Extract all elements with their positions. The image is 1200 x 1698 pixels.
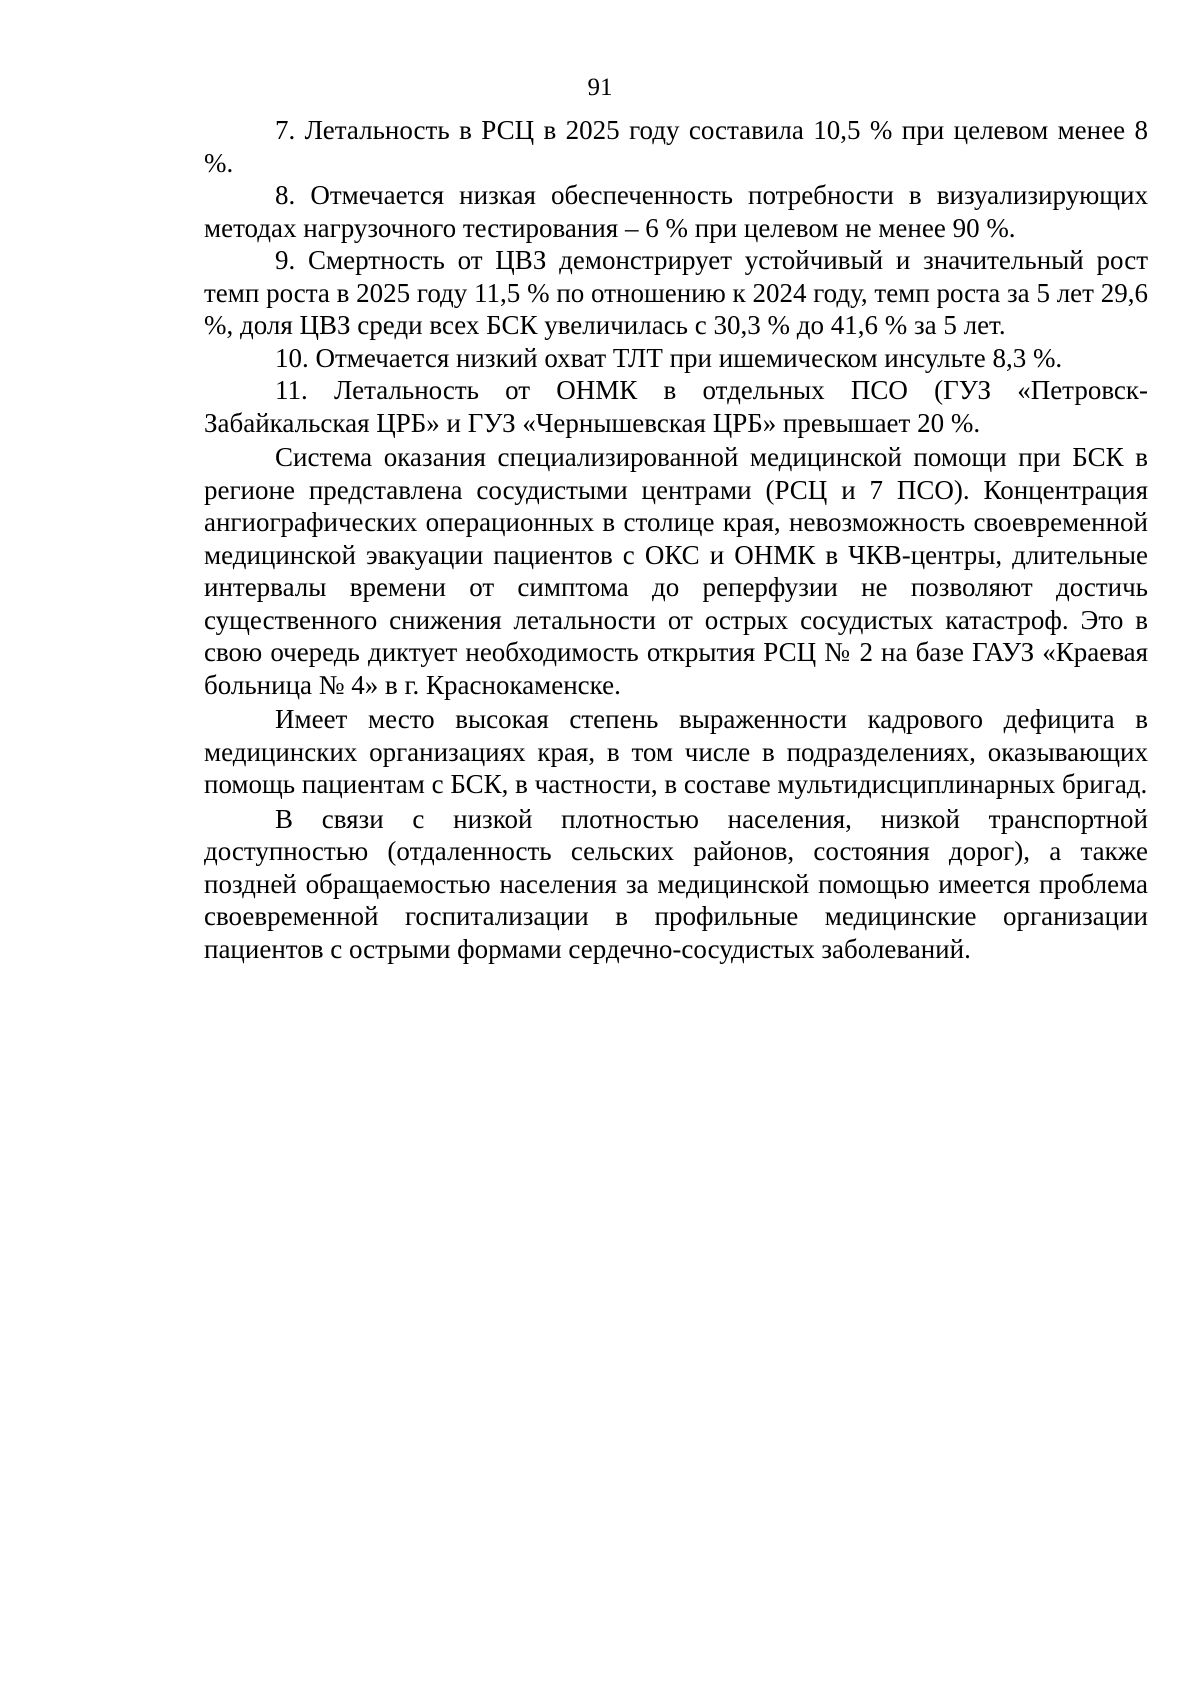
document-body — [204, 114, 1148, 965]
paragraph-item-10: 10. Отмечается низкий охват ТЛТ при ишемическом инсульте 8,3 %. — [275, 342, 1063, 373]
paragraph-care-system: Система оказания специализированной медицинской помощи при БСК в регионе представлена сосудистыми центрами (РСЦ и 7 ПСО). Концентрация ангиографических операционных в столице края, невозможность своевременной медицинской эвакуации пациентов с ОКС и ОНМК в ЧКВ-центры, длительные интервалы времени от симптома до реперфузии не позволяют достичь существенного снижения летальности от острых сосудистых катастроф. Это в свою очередь диктует необходимость открытия РСЦ № 2 на базе ГАУЗ «Краевая больница № 4» в г. Краснокаменске. — [204, 442, 1148, 700]
page-number: 91 — [587, 74, 613, 101]
paragraph-hospitalization: В связи с низкой плотностью населения, низкой транспортной доступностью (отдаленность сельских районов, состояния дорог), а также поздней обращаемостью населения за медицинской помощью имеется проблема своевременной госпитализации в профильные медицинские организации пациентов с острыми формами сердечно-сосудистых заболеваний. — [204, 803, 1148, 964]
paragraph-item-9: 9. Смертность от ЦВЗ демонстрирует устойчивый и значительный рост темп роста в 2025 году 11,5 % по отношению к 2024 году, темп роста за 5 лет 29,6 %, доля ЦВЗ среди всех БСК увеличилась с 30,3 % до 41,6 % за 5 лет. — [204, 245, 1148, 340]
paragraph-item-11: 11. Летальность от ОНМК в отдельных ПСО (ГУЗ «Петровск-Забайкальская ЦРБ» и ГУЗ «Чернышевская ЦРБ» превышает 20 %. — [204, 375, 1148, 438]
paragraph-item-8: 8. Отмечается низкая обеспеченность потребности в визуализирующих методах нагрузочного тестирования – 6 % при целевом не менее 90 %. — [204, 180, 1148, 243]
paragraph-item-7: 7. Летальность в РСЦ в 2025 году составила 10,5 % при целевом менее 8 %. — [204, 115, 1148, 178]
paragraph-staff-shortage: Имеет место высокая степень выраженности кадрового дефицита в медицинских организациях края, в том числе в подразделениях, оказывающих помощь пациентам с БСК, в частности, в составе мультидисциплинарных бригад. — [204, 704, 1148, 799]
